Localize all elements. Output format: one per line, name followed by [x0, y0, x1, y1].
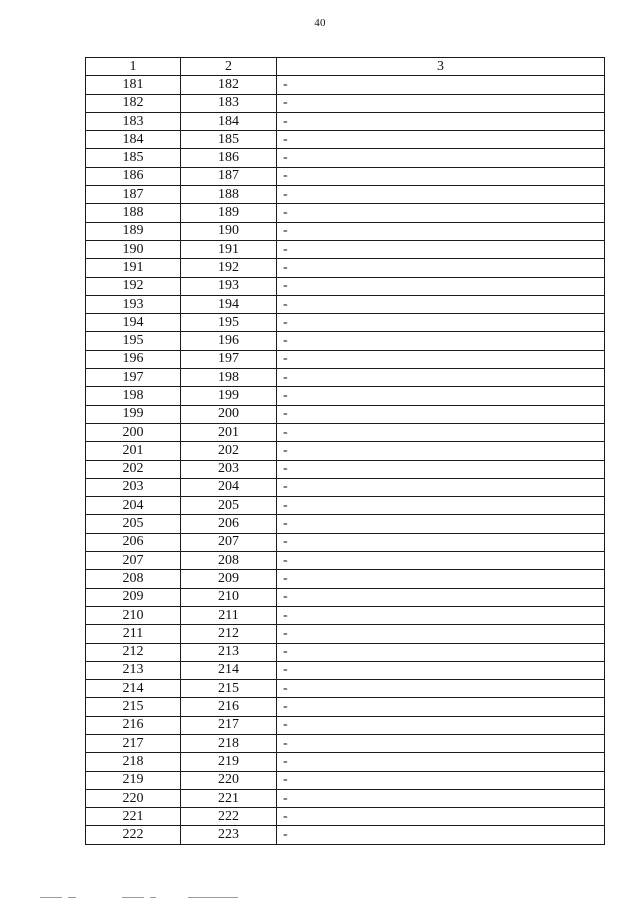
table-cell-col-3: - [277, 277, 605, 295]
table-cell-col-1: 190 [86, 240, 181, 258]
table-cell-col-2: 183 [181, 94, 277, 112]
table-cell-col-3: - [277, 478, 605, 496]
table-cell-col-3: - [277, 716, 605, 734]
table-cell-col-1: 215 [86, 698, 181, 716]
table-cell-col-1: 205 [86, 515, 181, 533]
table-cell-col-3: - [277, 698, 605, 716]
page-number: 40 [314, 17, 326, 29]
table-row [86, 94, 605, 112]
table-cell-col-1: 210 [86, 606, 181, 624]
table-cell-col-2: 207 [181, 533, 277, 551]
table-cell-col-3: - [277, 442, 605, 460]
table-cell-col-2: 182 [181, 76, 277, 94]
table-cell-col-2: 210 [181, 588, 277, 606]
table-cell-col-3: - [277, 387, 605, 405]
table-cell-col-1: 188 [86, 204, 181, 222]
table-cell-col-2: 213 [181, 643, 277, 661]
table-cell-col-3: - [277, 771, 605, 789]
table-cell-col-3: - [277, 552, 605, 570]
table-row [86, 240, 605, 258]
table-cell-col-2: 192 [181, 259, 277, 277]
table-cell-col-3: - [277, 460, 605, 478]
table-cell-col-3: - [277, 112, 605, 130]
table-row [86, 442, 605, 460]
table-cell-col-2: 187 [181, 167, 277, 185]
table-cell-col-1: 183 [86, 112, 181, 130]
table-cell-col-1: 220 [86, 789, 181, 807]
table-cell-col-1: 219 [86, 771, 181, 789]
table-cell-col-3: - [277, 350, 605, 368]
table-row [86, 405, 605, 423]
table-cell-col-3: - [277, 405, 605, 423]
table-cell-col-2: 217 [181, 716, 277, 734]
table-cell-col-2: 200 [181, 405, 277, 423]
table-cell-col-1: 200 [86, 423, 181, 441]
table-row [86, 295, 605, 313]
table-cell-col-2: 212 [181, 625, 277, 643]
table-cell-col-1: 199 [86, 405, 181, 423]
table-cell-col-2: 191 [181, 240, 277, 258]
table-row [86, 734, 605, 752]
table-cell-col-3: - [277, 204, 605, 222]
table-row [86, 497, 605, 515]
table-cell-col-2: 218 [181, 734, 277, 752]
table-cell-col-1: 213 [86, 661, 181, 679]
table-cell-col-1: 222 [86, 826, 181, 844]
table-cell-col-2: 193 [181, 277, 277, 295]
table-row [86, 661, 605, 679]
table-cell-col-2: 197 [181, 350, 277, 368]
table-cell-col-1: 207 [86, 552, 181, 570]
table-row [86, 716, 605, 734]
table-cell-col-2: 209 [181, 570, 277, 588]
table-cell-col-1: 217 [86, 734, 181, 752]
table-row [86, 808, 605, 826]
table-cell-col-2: 195 [181, 314, 277, 332]
table-cell-col-1: 191 [86, 259, 181, 277]
table-cell-col-2: 205 [181, 497, 277, 515]
table-cell-col-1: 212 [86, 643, 181, 661]
table-cell-col-1: 218 [86, 753, 181, 771]
table-cell-col-2: 223 [181, 826, 277, 844]
table-cell-col-2: 214 [181, 661, 277, 679]
table-cell-col-2: 220 [181, 771, 277, 789]
table-row [86, 350, 605, 368]
table-cell-col-3: - [277, 606, 605, 624]
table-cell-col-3: - [277, 369, 605, 387]
table-cell-col-3: - [277, 826, 605, 844]
table-cell-col-3: - [277, 515, 605, 533]
table-row [86, 369, 605, 387]
table-cell-col-3: - [277, 240, 605, 258]
table-cell-col-1: 221 [86, 808, 181, 826]
table-row [86, 277, 605, 295]
table-row [86, 332, 605, 350]
table-cell-col-1: 214 [86, 680, 181, 698]
table-cell-col-3: - [277, 533, 605, 551]
table-cell-col-1: 216 [86, 716, 181, 734]
table-row [86, 826, 605, 844]
table-cell-col-2: 201 [181, 423, 277, 441]
table-cell-col-1: 184 [86, 131, 181, 149]
table-cell-col-1: 197 [86, 369, 181, 387]
table-header-row [86, 58, 605, 76]
table-cell-col-1: 181 [86, 76, 181, 94]
table-cell-col-3: - [277, 680, 605, 698]
table-cell-col-3: - [277, 789, 605, 807]
table-cell-col-3: - [277, 734, 605, 752]
table-cell-col-2: 215 [181, 680, 277, 698]
table-cell-col-3: - [277, 131, 605, 149]
data-table [85, 57, 605, 845]
table-cell-col-2: 198 [181, 369, 277, 387]
table-cell-col-3: - [277, 76, 605, 94]
table-cell-col-2: 202 [181, 442, 277, 460]
table-cell-col-3: - [277, 149, 605, 167]
table-cell-col-2: 208 [181, 552, 277, 570]
table-cell-col-3: - [277, 222, 605, 240]
footer-scan-marks [40, 897, 240, 901]
table-cell-col-3: - [277, 753, 605, 771]
table-cell-col-1: 208 [86, 570, 181, 588]
table-cell-col-3: - [277, 167, 605, 185]
table-cell-col-3: - [277, 259, 605, 277]
table-row [86, 515, 605, 533]
table-row [86, 460, 605, 478]
table-cell-col-2: 185 [181, 131, 277, 149]
table-row [86, 570, 605, 588]
table-cell-col-3: - [277, 570, 605, 588]
table-cell-col-1: 192 [86, 277, 181, 295]
table-cell-col-2: 189 [181, 204, 277, 222]
table-cell-col-1: 202 [86, 460, 181, 478]
table-cell-col-2: 199 [181, 387, 277, 405]
table-cell-col-1: 193 [86, 295, 181, 313]
table-row [86, 625, 605, 643]
table-row [86, 112, 605, 130]
table-cell-col-1: 189 [86, 222, 181, 240]
table-row [86, 314, 605, 332]
table-row [86, 478, 605, 496]
table-cell-col-1: 185 [86, 149, 181, 167]
table-row [86, 423, 605, 441]
table-cell-col-3: - [277, 625, 605, 643]
column-header-1: 1 [86, 58, 181, 76]
table-cell-col-3: - [277, 497, 605, 515]
table-cell-col-3: - [277, 295, 605, 313]
table-row [86, 698, 605, 716]
table-row [86, 588, 605, 606]
table-cell-col-2: 222 [181, 808, 277, 826]
table-cell-col-2: 221 [181, 789, 277, 807]
table-cell-col-3: - [277, 808, 605, 826]
table-cell-col-1: 195 [86, 332, 181, 350]
table-cell-col-2: 204 [181, 478, 277, 496]
table-cell-col-3: - [277, 661, 605, 679]
table-cell-col-2: 203 [181, 460, 277, 478]
table-row [86, 643, 605, 661]
table-row [86, 753, 605, 771]
table-row [86, 167, 605, 185]
table-cell-col-2: 194 [181, 295, 277, 313]
table-row [86, 680, 605, 698]
table-row [86, 552, 605, 570]
table-cell-col-1: 198 [86, 387, 181, 405]
table-row [86, 606, 605, 624]
table-cell-col-2: 196 [181, 332, 277, 350]
table-cell-col-3: - [277, 332, 605, 350]
table-row [86, 131, 605, 149]
column-header-3: 3 [277, 58, 605, 76]
table-cell-col-3: - [277, 314, 605, 332]
table-row [86, 76, 605, 94]
table-cell-col-3: - [277, 588, 605, 606]
table-cell-col-3: - [277, 94, 605, 112]
table-cell-col-1: 194 [86, 314, 181, 332]
table-cell-col-2: 211 [181, 606, 277, 624]
table-cell-col-2: 186 [181, 149, 277, 167]
table-body [86, 76, 605, 844]
column-header-2: 2 [181, 58, 277, 76]
table-row [86, 771, 605, 789]
table-cell-col-3: - [277, 643, 605, 661]
table-row [86, 222, 605, 240]
table-cell-col-2: 219 [181, 753, 277, 771]
table-row [86, 533, 605, 551]
table-cell-col-1: 196 [86, 350, 181, 368]
table-cell-col-1: 211 [86, 625, 181, 643]
table-cell-col-1: 201 [86, 442, 181, 460]
table-row [86, 259, 605, 277]
table-cell-col-1: 204 [86, 497, 181, 515]
table-cell-col-1: 206 [86, 533, 181, 551]
table-row [86, 204, 605, 222]
table-cell-col-1: 182 [86, 94, 181, 112]
table-cell-col-1: 186 [86, 167, 181, 185]
table-cell-col-3: - [277, 186, 605, 204]
table-row [86, 186, 605, 204]
table-cell-col-2: 190 [181, 222, 277, 240]
table-cell-col-1: 209 [86, 588, 181, 606]
table-row [86, 387, 605, 405]
table-row [86, 789, 605, 807]
table-cell-col-1: 187 [86, 186, 181, 204]
table-cell-col-2: 206 [181, 515, 277, 533]
table-cell-col-3: - [277, 423, 605, 441]
table-row [86, 149, 605, 167]
table-cell-col-2: 216 [181, 698, 277, 716]
table-cell-col-1: 203 [86, 478, 181, 496]
table-cell-col-2: 184 [181, 112, 277, 130]
table-cell-col-2: 188 [181, 186, 277, 204]
